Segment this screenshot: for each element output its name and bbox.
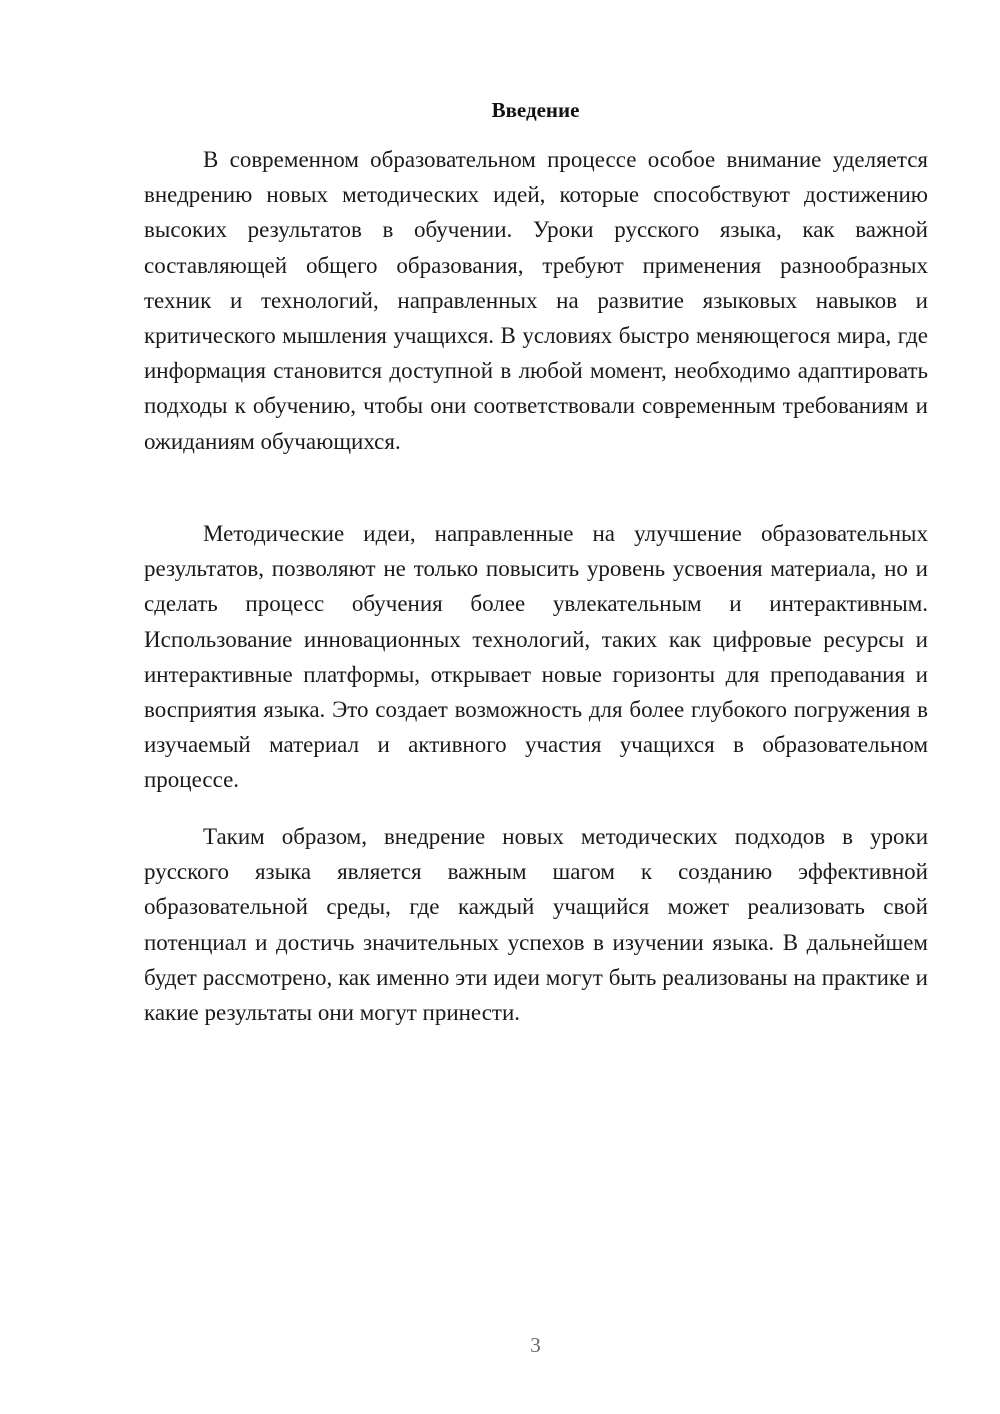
paragraph-1: В современном образовательном процессе особое внимание уделяется внедрению новых методических идей, которые способствуют достижению высоких результатов в обучении. Уроки русского языка, как важной составляющей общего образования, требуют применения разнообразных техник и технологий, направленных на развитие языковых навыков и критического мышления учащихся. В условиях быстро меняющегося мира, где информация становится доступной в любой момент, необходимо адаптировать подходы к обучению, чтобы они соответствовали современным требованиям и ожиданиям обучающихся. xyxy=(144,147,928,454)
paragraph-3: Таким образом, внедрение новых методических подходов в уроки русского языка является важным шагом к созданию эффективной образовательной среды, где каждый учащийся может реализовать свой потенциал и достичь значительных успехов в изучении языка. В дальнейшем будет рассмотрено, как именно эти идеи могут быть реализованы на практике и какие результаты они могут принести. xyxy=(144,824,928,1026)
page-number: 3 xyxy=(530,1333,541,1357)
section-title: Введение xyxy=(491,98,580,122)
paragraph-2: Методические идеи, направленные на улучшение образовательных результатов, позволяют не только повысить уровень усвоения материала, но и сделать процесс обучения более увлекательным и интерактивным. Использование инновационных технологий, таких как цифровые ресурсы и интерактивные платформы, открывает новые горизонты для преподавания и восприятия языка. Это создает возможность для более глубокого погружения в изучаемый материал и активного участия учащихся в образовательном процессе. xyxy=(144,521,928,793)
